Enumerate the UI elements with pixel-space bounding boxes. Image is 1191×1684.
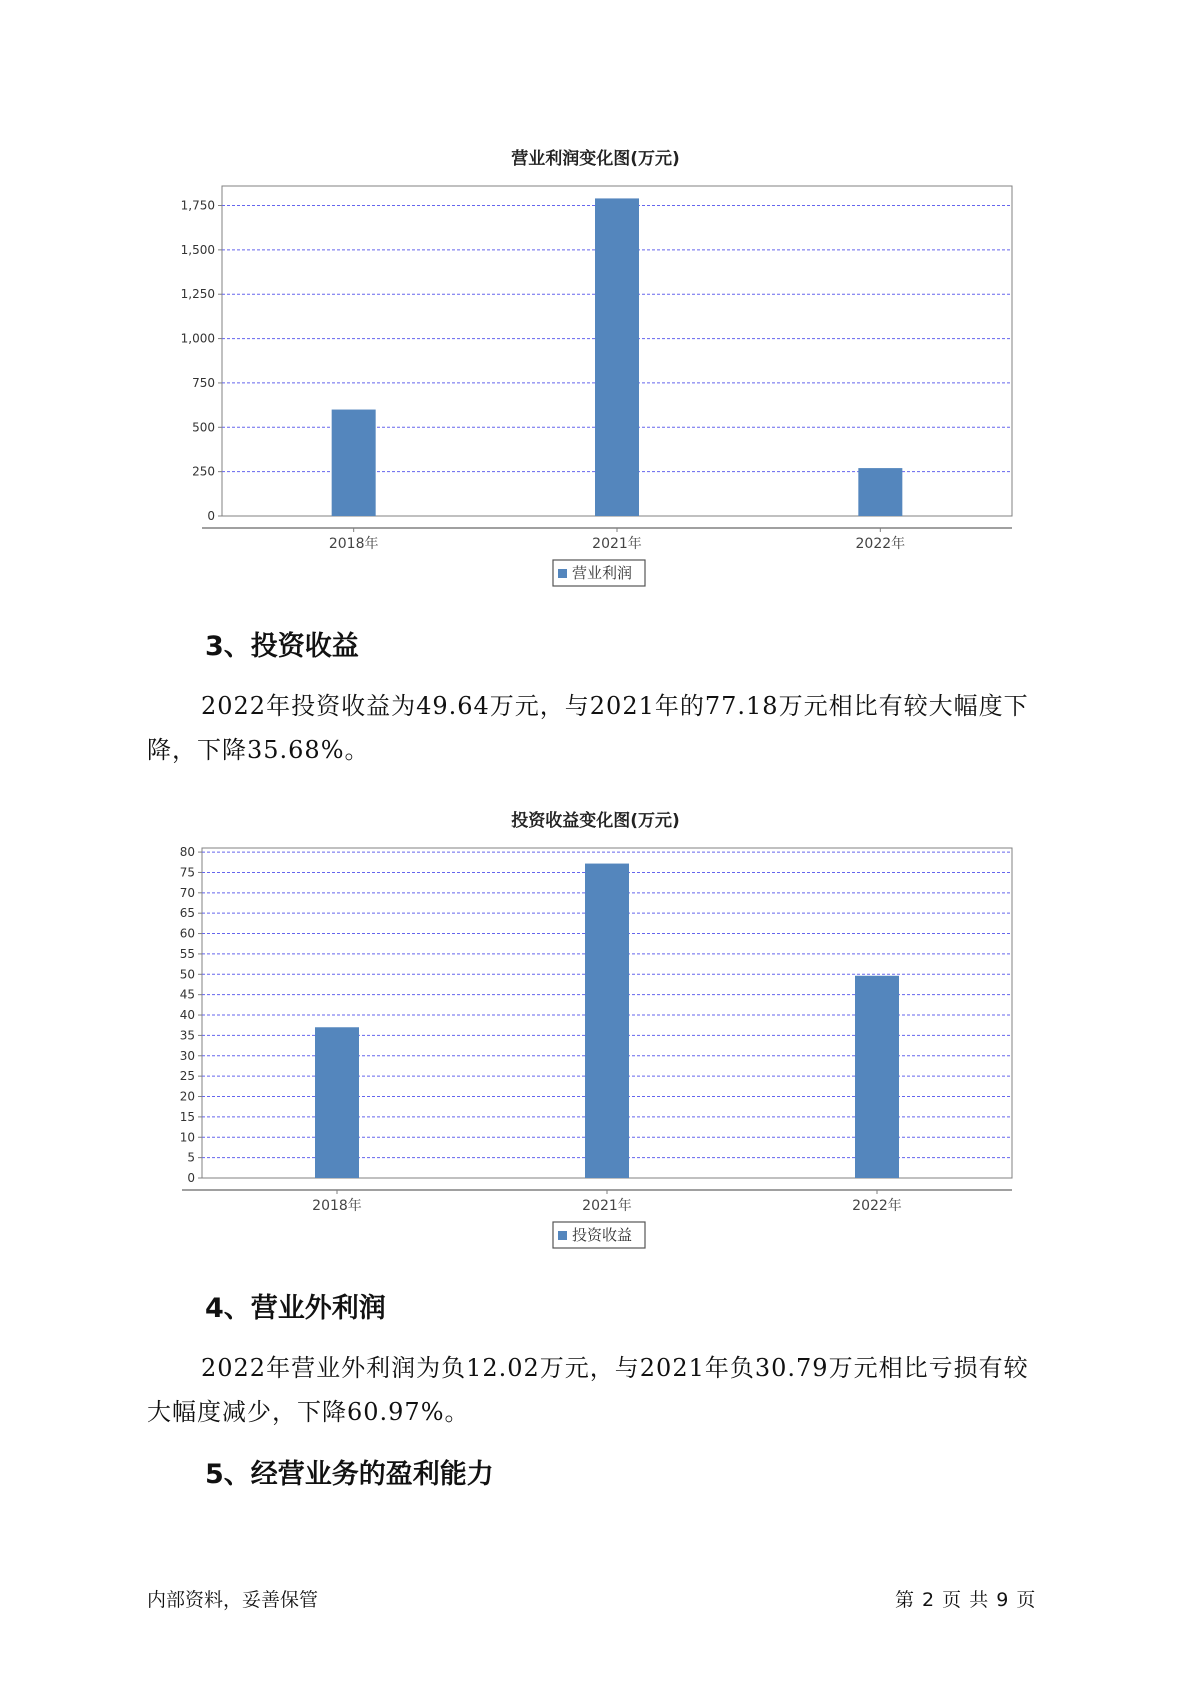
- chart1-title: 营业利润变化图(万元): [511, 149, 680, 169]
- legend-label: 营业利润: [572, 564, 633, 582]
- bar-2021年: [585, 864, 629, 1178]
- x-tick-label: 2022年: [855, 536, 906, 552]
- y-tick-label: 75: [179, 865, 195, 880]
- y-tick-label: 40: [179, 1008, 195, 1023]
- y-tick-label: 30: [179, 1048, 195, 1063]
- y-tick-label: 750: [192, 375, 215, 390]
- footer-confidential-note: 内部资料，妥善保管: [147, 1589, 319, 1611]
- y-tick-label: 1,750: [180, 198, 215, 213]
- y-tick-label: 50: [179, 967, 195, 982]
- investment-income-chart: [0, 832, 1191, 1262]
- y-tick-label: 15: [179, 1109, 195, 1124]
- y-tick-label: 60: [179, 926, 195, 941]
- section-4-heading: 4、营业外利润: [205, 1293, 386, 1324]
- y-tick-label: 1,500: [180, 242, 215, 257]
- section-5-heading: 5、经营业务的盈利能力: [205, 1459, 494, 1490]
- y-tick-label: 25: [179, 1069, 195, 1084]
- section-4-paragraph: 2022年营业外利润为负12.02万元，与2021年负30.79万元相比亏损有较大幅度减少，下降60.97%。: [147, 1354, 1029, 1426]
- chart2-title: 投资收益变化图(万元): [511, 811, 680, 831]
- y-tick-label: 250: [192, 464, 215, 479]
- x-tick-label: 2018年: [312, 1198, 362, 1214]
- operating-profit-chart: [0, 170, 1191, 600]
- y-tick-label: 55: [179, 946, 195, 961]
- y-tick-label: 20: [179, 1089, 195, 1104]
- y-tick-label: 45: [179, 987, 195, 1002]
- bar-2018年: [332, 410, 376, 516]
- legend-label: 投资收益: [572, 1226, 633, 1244]
- legend-swatch: [558, 1231, 567, 1240]
- y-tick-label: 5: [187, 1150, 195, 1165]
- x-tick-label: 2018年: [328, 536, 379, 552]
- y-tick-label: 1,000: [180, 331, 215, 346]
- y-tick-label: 65: [179, 906, 195, 921]
- y-tick-label: 80: [179, 845, 195, 860]
- bar-2022年: [855, 976, 899, 1178]
- x-tick-label: 2021年: [582, 1198, 632, 1214]
- bar-2018年: [315, 1027, 359, 1178]
- section-3-paragraph: 2022年投资收益为49.64万元，与2021年的77.18万元相比有较大幅度下降，下降35.68%。: [147, 692, 1029, 764]
- x-tick-label: 2021年: [592, 536, 642, 552]
- section-3-heading: 3、投资收益: [205, 631, 359, 662]
- footer-page-number: 第 2 页 共 9 页: [895, 1589, 1037, 1611]
- bar-2022年: [858, 468, 902, 516]
- y-tick-label: 0: [187, 1171, 195, 1185]
- legend-swatch: [558, 569, 567, 578]
- y-tick-label: 500: [192, 420, 215, 435]
- y-tick-label: 1,250: [180, 287, 215, 302]
- x-tick-label: 2022年: [852, 1198, 902, 1214]
- bar-2021年: [595, 198, 639, 516]
- y-tick-label: 0: [207, 509, 215, 523]
- y-tick-label: 70: [179, 885, 195, 900]
- y-tick-label: 35: [179, 1028, 195, 1043]
- y-tick-label: 10: [179, 1130, 195, 1145]
